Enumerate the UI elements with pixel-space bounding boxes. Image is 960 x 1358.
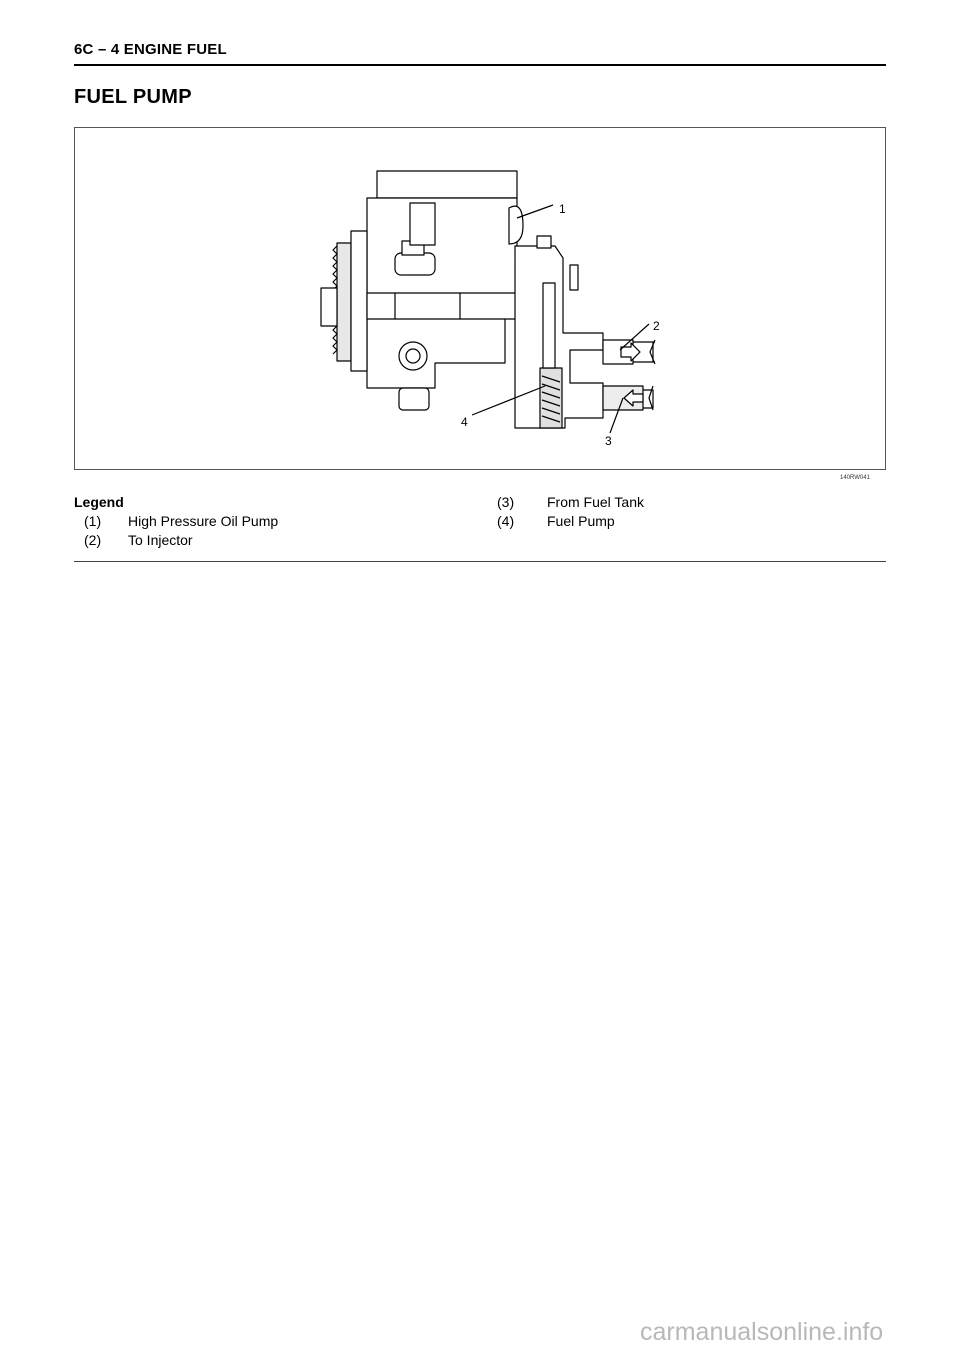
- section-title: FUEL PUMP: [74, 86, 192, 108]
- page-header: 6C – 4 ENGINE FUEL: [74, 41, 227, 58]
- lower-outlet: [399, 388, 429, 410]
- fuel-pump-illustration: [75, 128, 887, 471]
- legend-right: [497, 493, 887, 531]
- legend-divider: [74, 561, 886, 562]
- pump-top-block: [377, 171, 517, 198]
- drive-gear: [337, 243, 351, 361]
- plunger: [543, 283, 555, 368]
- gear-hub: [351, 231, 367, 371]
- header-divider: [74, 64, 886, 66]
- legend-number: (2): [84, 532, 102, 548]
- legend-title: Legend: [74, 494, 124, 510]
- callout-4: 4: [461, 415, 468, 429]
- bolt-head: [395, 253, 435, 275]
- legend-item: [497, 512, 887, 531]
- figure-id: 140RW041: [840, 475, 870, 481]
- legend-item: [74, 512, 474, 531]
- legend-number: (3): [497, 494, 515, 510]
- legend-item: [74, 531, 474, 550]
- legend-label: To Injector: [128, 532, 193, 548]
- callout-1: 1: [559, 202, 566, 216]
- callout-3: 3: [605, 434, 612, 448]
- pump-bump: [509, 206, 523, 244]
- callout-2: 2: [653, 319, 660, 333]
- legend-label: Fuel Pump: [547, 513, 615, 529]
- legend-left: [74, 493, 474, 550]
- pump-boss: [410, 203, 435, 245]
- shaft-end: [321, 288, 337, 326]
- legend-number: (4): [497, 513, 515, 529]
- cap-nut: [537, 236, 551, 248]
- side-plug: [570, 265, 578, 290]
- legend-label: From Fuel Tank: [547, 494, 644, 510]
- legend-label: High Pressure Oil Pump: [128, 513, 279, 529]
- legend-item: [497, 493, 887, 512]
- legend-number: (1): [84, 513, 102, 529]
- watermark: carmanualsonline.info: [640, 1318, 884, 1346]
- fuel-pump-figure: [74, 127, 886, 470]
